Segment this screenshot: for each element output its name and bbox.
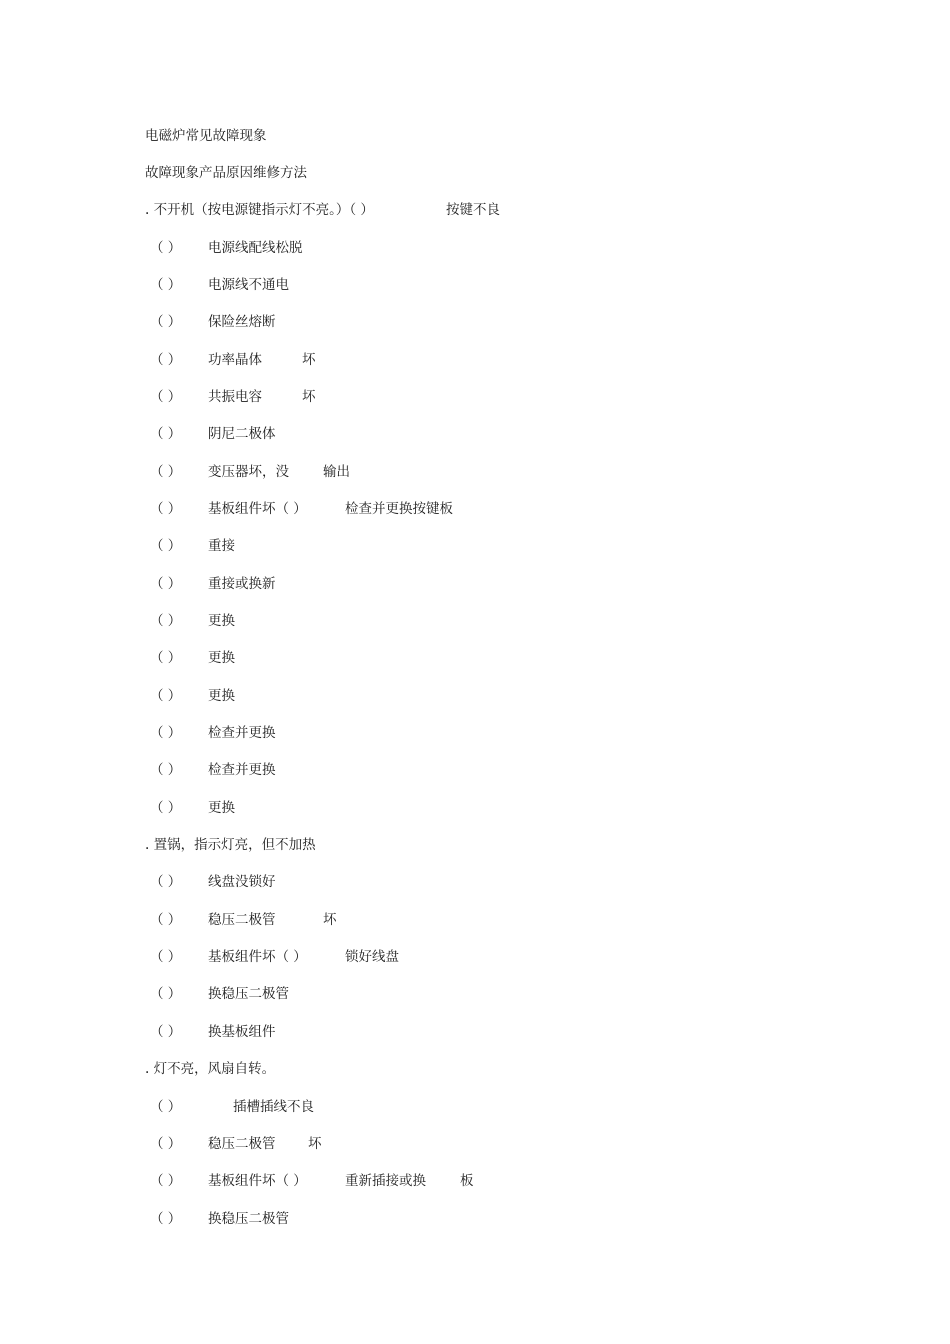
- cell-text: （ ）: [150, 464, 182, 480]
- cell-text: （ ）: [150, 949, 182, 965]
- cell-text: 重接: [208, 538, 235, 554]
- cell-text: 稳压二极管: [208, 912, 276, 928]
- cell-text: 稳压二极管: [208, 1136, 276, 1152]
- cell-text: 检查并更换按键板: [345, 501, 453, 517]
- cell-text: 阴尼二极体: [208, 426, 276, 442]
- cell-text: （ ）: [150, 912, 182, 928]
- document-title: 电磁炉常见故障现象: [145, 128, 267, 144]
- cell-text: （ ）: [150, 314, 182, 330]
- cell-text: （ ）: [150, 1136, 182, 1152]
- cell-text: 基板组件坏（ ）: [208, 1173, 307, 1189]
- cell-text: （ ）: [150, 725, 182, 741]
- cell-text: （ ）: [150, 688, 182, 704]
- cell-text: 更换: [208, 613, 235, 629]
- cell-text: 锁好线盘: [345, 949, 399, 965]
- cell-text: （ ）: [150, 426, 182, 442]
- cell-text: 板: [460, 1173, 474, 1189]
- cell-text: （ ）: [150, 1211, 182, 1227]
- cell-text: （ ）: [150, 240, 182, 256]
- cell-text: 重接或换新: [208, 576, 276, 592]
- cell-text: . 灯不亮，风扇自转。: [145, 1061, 276, 1077]
- cell-text: （ ）: [150, 762, 182, 778]
- cell-text: 电源线配线松脱: [208, 240, 303, 256]
- cell-text: . 不开机（按电源键指示灯不亮。）（ ）: [145, 202, 374, 218]
- cell-text: 检查并更换: [208, 762, 276, 778]
- cell-text: 按键不良: [446, 202, 500, 218]
- cell-text: 坏: [308, 1136, 322, 1152]
- cell-text: （ ）: [150, 538, 182, 554]
- cell-text: 重新插接或换: [345, 1173, 426, 1189]
- cell-text: （ ）: [150, 1173, 182, 1189]
- cell-text: 更换: [208, 688, 235, 704]
- cell-text: 坏: [302, 352, 316, 368]
- cell-text: 基板组件坏（ ）: [208, 949, 307, 965]
- cell-text: （ ）: [150, 1024, 182, 1040]
- cell-text: （ ）: [150, 277, 182, 293]
- cell-text: （ ）: [150, 874, 182, 890]
- cell-text: 更换: [208, 650, 235, 666]
- table-header: 故障现象产品原因维修方法: [145, 165, 307, 181]
- cell-text: （ ）: [150, 352, 182, 368]
- cell-text: （ ）: [150, 986, 182, 1002]
- cell-text: 检查并更换: [208, 725, 276, 741]
- cell-text: 换稳压二极管: [208, 986, 289, 1002]
- cell-text: （ ）: [150, 576, 182, 592]
- cell-text: （ ）: [150, 650, 182, 666]
- cell-text: （ ）: [150, 800, 182, 816]
- cell-text: 换稳压二极管: [208, 1211, 289, 1227]
- cell-text: 换基板组件: [208, 1024, 276, 1040]
- cell-text: （ ）: [150, 1099, 182, 1115]
- cell-text: （ ）: [150, 389, 182, 405]
- cell-text: 插槽插线不良: [233, 1099, 314, 1115]
- cell-text: . 置锅，指示灯亮，但不加热: [145, 837, 316, 853]
- cell-text: 保险丝熔断: [208, 314, 276, 330]
- cell-text: 电源线不通电: [208, 277, 289, 293]
- cell-text: 线盘没锁好: [208, 874, 276, 890]
- cell-text: 输出: [323, 464, 350, 480]
- cell-text: 坏: [323, 912, 337, 928]
- cell-text: 共振电容: [208, 389, 262, 405]
- cell-text: 功率晶体: [208, 352, 262, 368]
- cell-text: 基板组件坏（ ）: [208, 501, 307, 517]
- cell-text: 坏: [302, 389, 316, 405]
- cell-text: （ ）: [150, 501, 182, 517]
- cell-text: （ ）: [150, 613, 182, 629]
- cell-text: 变压器坏，没: [208, 464, 289, 480]
- cell-text: 更换: [208, 800, 235, 816]
